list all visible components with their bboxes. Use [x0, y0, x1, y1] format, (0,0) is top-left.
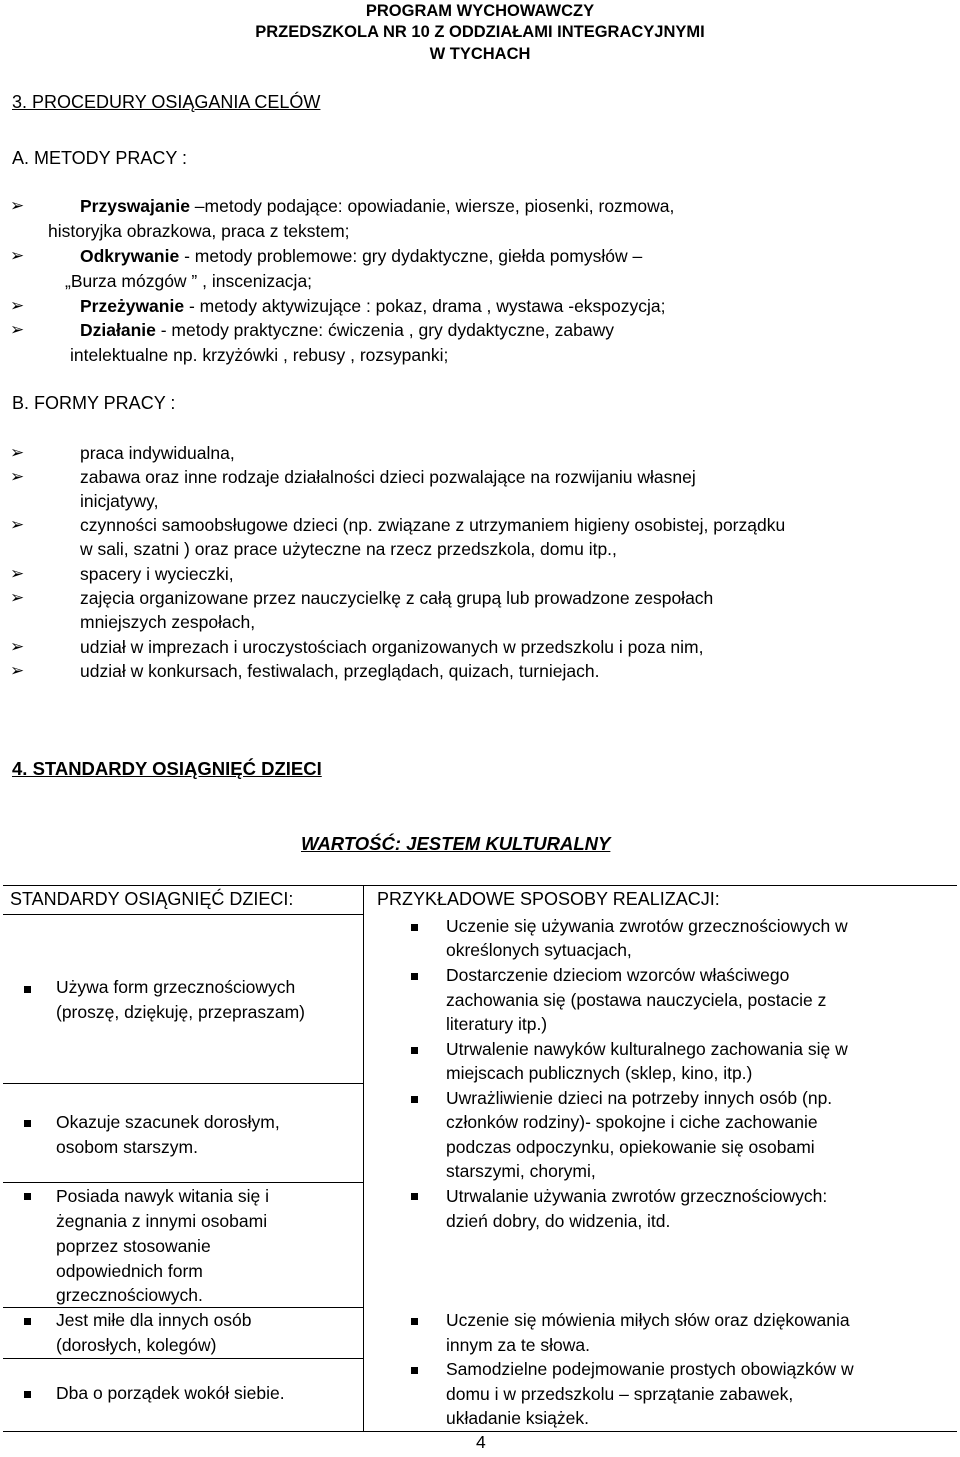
- standard-item: Posiada nawyk witania się i: [56, 1186, 270, 1206]
- arrow-bullet-icon: ➢: [10, 661, 25, 680]
- arrow-bullet-icon: ➢: [10, 246, 25, 265]
- arrow-bullet-icon: ➢: [10, 296, 25, 315]
- forms-title: B. FORMY PRACY :: [12, 393, 176, 413]
- realization-item: Samodzielne podejmowanie prostych obowiązków w: [446, 1359, 854, 1379]
- arrow-bullet-icon: ➢: [10, 515, 25, 534]
- table-header-rule: [3, 914, 363, 915]
- form-item: zajęcia organizowane przez nauczycielkę z całą grupą lub prowadzone zespołach: [80, 588, 714, 608]
- square-bullet-icon: [24, 1318, 31, 1325]
- section3-title: 3. PROCEDURY OSIĄGANIA CELÓW: [12, 92, 321, 112]
- realization-item: literatury itp.): [446, 1014, 548, 1034]
- doc-header-line2: PRZEDSZKOLA NR 10 Z ODDZIAŁAMI INTEGRACYJNYMI: [255, 23, 705, 41]
- realization-item: miejscach publicznych (sklep, kino, itp.): [446, 1063, 753, 1083]
- method-item: Przeżywanie - metody aktywizujące : pokaz, drama , wystawa -ekspozycja;: [80, 296, 666, 316]
- table-divider: [363, 885, 364, 1432]
- page-number: 4: [476, 1432, 486, 1452]
- arrow-bullet-icon: ➢: [10, 320, 25, 339]
- standard-item: poprzez stosowanie: [56, 1236, 211, 1256]
- realization-item: dzień dobry, do widzenia, itd.: [446, 1211, 671, 1231]
- arrow-bullet-icon: ➢: [10, 443, 25, 462]
- form-item-cont: w sali, szatni ) oraz prace użyteczne na rzecz przedszkola, domu itp.,: [80, 539, 617, 559]
- table-row-rule: [3, 1307, 363, 1308]
- realization-item: Uczenie się używania zwrotów grzecznościowych w: [446, 916, 848, 936]
- standard-item: Okazuje szacunek dorosłym,: [56, 1112, 280, 1132]
- realization-item: domu i w przedszkolu – sprzątanie zabawek,: [446, 1384, 794, 1404]
- standard-item: odpowiednich form: [56, 1261, 203, 1281]
- standard-item: (proszę, dziękuję, przepraszam): [56, 1002, 305, 1022]
- method-item-cont: intelektualne np. krzyżówki , rebusy , rozsypanki;: [70, 345, 449, 365]
- square-bullet-icon: [24, 1391, 31, 1398]
- standard-item: Używa form grzecznościowych: [56, 977, 296, 997]
- square-bullet-icon: [24, 1193, 31, 1200]
- form-item: zabawa oraz inne rodzaje działalności dzieci pozwalające na rozwijaniu własnej: [80, 467, 696, 487]
- standard-item: osobom starszym.: [56, 1137, 198, 1157]
- standard-item: żegnania z innymi osobami: [56, 1211, 268, 1231]
- arrow-bullet-icon: ➢: [10, 564, 25, 583]
- method-item-cont: historyjka obrazkowa, praca z tekstem;: [48, 221, 350, 241]
- realization-item: Utrwalenie nawyków kulturalnego zachowania się w: [446, 1039, 848, 1059]
- standard-item: (dorosłych, kolegów): [56, 1335, 217, 1355]
- method-item-cont: „Burza mózgów ” , inscenizacja;: [65, 271, 313, 291]
- section4-title: 4. STANDARDY OSIĄGNIĘĆ DZIECI: [12, 758, 322, 779]
- method-item: Przyswajanie –metody podające: opowiadanie, wiersze, piosenki, rozmowa,: [80, 196, 675, 216]
- arrow-bullet-icon: ➢: [10, 196, 25, 215]
- square-bullet-icon: [411, 1367, 418, 1374]
- form-item: spacery i wycieczki,: [80, 564, 234, 584]
- realization-item: Dostarczenie dzieciom wzorców właściwego: [446, 965, 790, 985]
- form-item: udział w konkursach, festiwalach, przeglądach, quizach, turniejach.: [80, 661, 600, 681]
- arrow-bullet-icon: ➢: [10, 588, 25, 607]
- realization-item: starszymi, chorymi,: [446, 1161, 596, 1181]
- realization-item: określonych sytuacjach,: [446, 940, 632, 960]
- col2-header: PRZYKŁADOWE SPOSOBY REALIZACJI:: [377, 889, 720, 909]
- square-bullet-icon: [411, 1193, 418, 1200]
- standard-item: Dba o porządek wokół siebie.: [56, 1383, 285, 1403]
- square-bullet-icon: [24, 1120, 31, 1127]
- doc-header-line1: PROGRAM WYCHOWAWCZY: [365, 2, 595, 20]
- arrow-bullet-icon: ➢: [10, 467, 25, 486]
- form-item-cont: mniejszych zespołach,: [80, 612, 256, 632]
- method-item: Odkrywanie - metody problemowe: gry dydaktyczne, giełda pomysłów –: [80, 246, 643, 266]
- value-title: WARTOŚĆ: JESTEM KULTURALNY: [301, 833, 611, 854]
- realization-item: podczas odpoczynku, opiekowanie się osobami: [446, 1137, 815, 1157]
- realization-item: zachowania się (postawa nauczyciela, postacie z: [446, 990, 827, 1010]
- square-bullet-icon: [411, 1096, 418, 1103]
- realization-item: Utrwalanie używania zwrotów grzecznościowych:: [446, 1186, 828, 1206]
- method-item: Działanie - metody praktyczne: ćwiczenia , gry dydaktyczne, zabawy: [80, 320, 614, 340]
- form-item: udział w imprezach i uroczystościach organizowanych w przedszkolu i poza nim,: [80, 637, 704, 657]
- realization-item: członków rodziny)- spokojne i ciche zachowanie: [446, 1112, 818, 1132]
- table-row-rule: [3, 1358, 363, 1359]
- form-item: praca indywidualna,: [80, 443, 235, 463]
- realization-item: układanie książek.: [446, 1408, 589, 1428]
- realization-item: Uwrażliwienie dzieci na potrzeby innych osób (np.: [446, 1088, 833, 1108]
- col1-header: STANDARDY OSIĄGNIĘĆ DZIECI:: [10, 889, 294, 909]
- square-bullet-icon: [411, 973, 418, 980]
- form-item-cont: inicjatywy,: [80, 491, 159, 511]
- realization-item: innym za te słowa.: [446, 1335, 590, 1355]
- table-row-rule: [3, 1182, 363, 1183]
- methods-title: A. METODY PRACY :: [12, 148, 188, 168]
- square-bullet-icon: [411, 1318, 418, 1325]
- square-bullet-icon: [24, 986, 31, 993]
- table-row-rule: [3, 1083, 363, 1084]
- standard-item: grzecznościowych.: [56, 1285, 203, 1305]
- square-bullet-icon: [411, 924, 418, 931]
- arrow-bullet-icon: ➢: [10, 637, 25, 656]
- realization-item: Uczenie się mówienia miłych słów oraz dziękowania: [446, 1310, 850, 1330]
- doc-header-line3: W TYCHACH: [429, 45, 531, 63]
- square-bullet-icon: [411, 1047, 418, 1054]
- standard-item: Jest miłe dla innych osób: [56, 1310, 252, 1330]
- form-item: czynności samoobsługowe dzieci (np. związane z utrzymaniem higieny osobistej, porządku: [80, 515, 786, 535]
